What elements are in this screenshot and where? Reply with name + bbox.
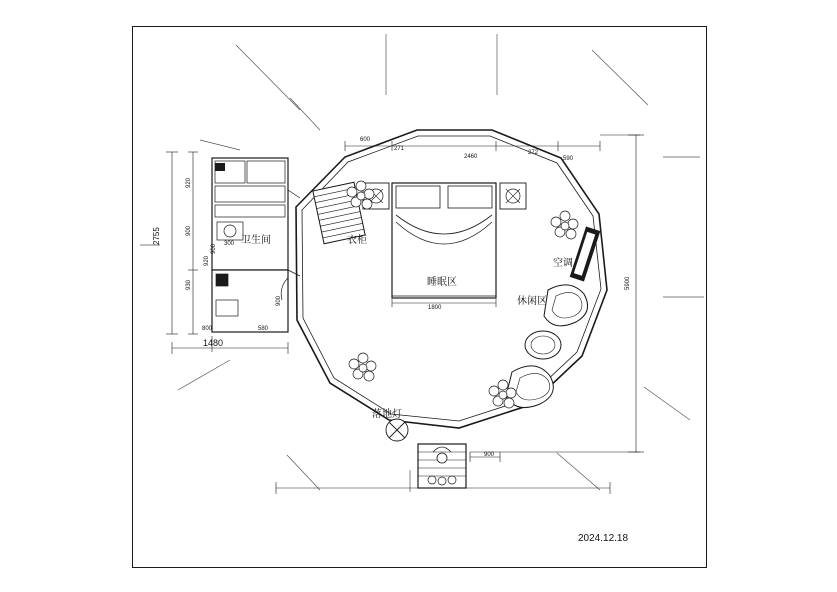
label-air-conditioner: 空调 bbox=[553, 258, 573, 269]
dim-bath-b: 900 bbox=[186, 225, 192, 236]
label-bathroom: 卫生间 bbox=[241, 235, 271, 246]
dim-bath-c: 930 bbox=[186, 279, 192, 290]
dim-top-5: 590 bbox=[563, 156, 574, 162]
dim-door-radius: 900 bbox=[276, 295, 282, 306]
dim-top-1: 600 bbox=[360, 137, 371, 143]
dim-bath-h: 580 bbox=[258, 326, 269, 332]
dim-bath-a: 920 bbox=[186, 177, 192, 188]
nightstand-right bbox=[500, 183, 526, 209]
dim-bath-width: 1480 bbox=[203, 338, 224, 348]
dim-top-4: 272 bbox=[528, 150, 539, 156]
dim-bath-d: 900 bbox=[211, 243, 217, 254]
entrance-door bbox=[418, 444, 466, 488]
dim-bath-g: 800 bbox=[202, 326, 213, 332]
label-floor-lamp: 落地灯 bbox=[372, 409, 402, 420]
floor-lamp-symbol bbox=[386, 419, 408, 441]
drawing-date: 2024.12.18 bbox=[578, 533, 629, 544]
dim-bath-height: 2755 bbox=[152, 227, 161, 245]
dim-entry: 900 bbox=[484, 452, 495, 458]
label-sleeping-area: 睡眠区 bbox=[427, 277, 457, 288]
dim-bed-width: 1800 bbox=[428, 305, 442, 311]
dim-overall-height: 5900 bbox=[625, 276, 631, 290]
label-wardrobe: 衣柜 bbox=[347, 235, 367, 246]
dim-bath-f: 300 bbox=[224, 241, 235, 247]
dim-top-3: 2460 bbox=[464, 154, 478, 160]
lounge-table bbox=[525, 331, 561, 359]
dim-top-2: 271 bbox=[394, 146, 405, 152]
label-leisure-area: 休闲区 bbox=[517, 296, 547, 307]
dim-bath-e: 920 bbox=[204, 255, 210, 266]
